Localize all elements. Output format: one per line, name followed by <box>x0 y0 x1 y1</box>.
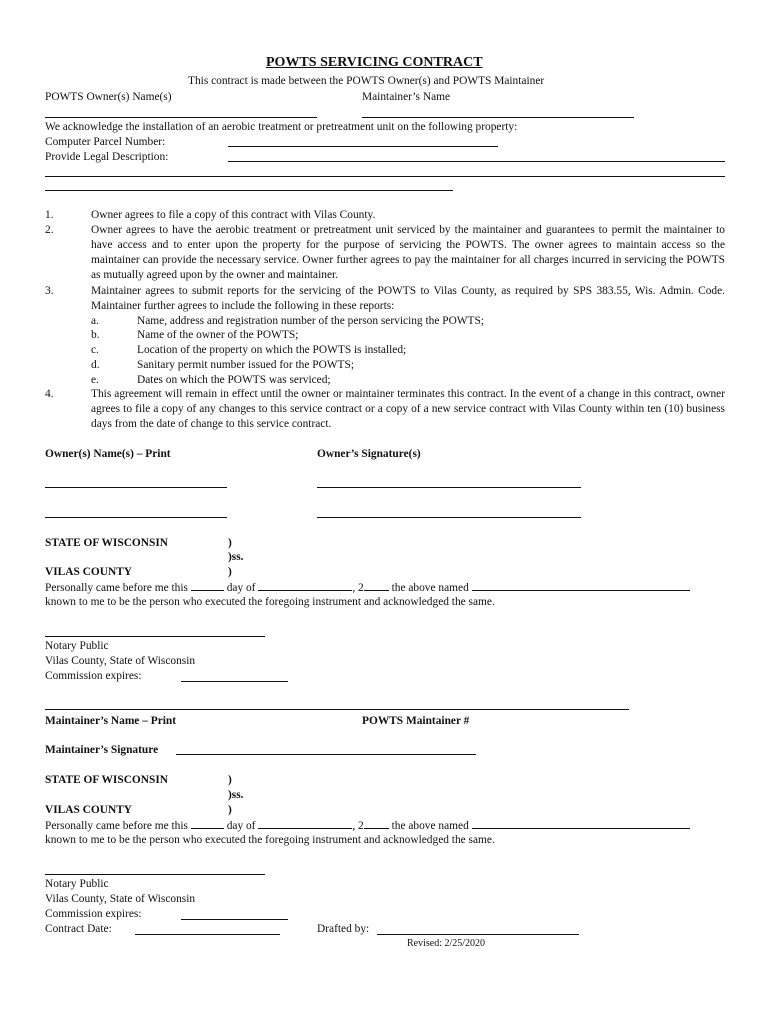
commission-label-2: Commission expires: <box>45 908 142 920</box>
pc-above-named-2: the above named <box>391 820 469 832</box>
owner-name-print-field-2[interactable] <box>45 517 227 518</box>
intro-text: This contract is made between the POWTS Owner(s) and POWTS Maintainer <box>188 75 545 87</box>
term-2: Owner agrees to have the aerobic treatment or pretreatment unit serviced by the maintainer and guarantees to permit the maintainer to have access and to enter upon the property for the purpose of servicing the POWTS. The owner agrees to maintain access so the maintainer can provide the necessary service. Owner further agrees to pay the maintainer for all charges incurred in servicing the POWTS as mutually agreed upon by the owner and maintainer. <box>91 224 725 281</box>
pc-text-1: Personally came before me this <box>45 582 188 594</box>
term-number-1: 1. <box>45 209 54 221</box>
state-label-2: STATE OF WISCONSIN <box>45 774 169 786</box>
page-title: POWTS SERVICING CONTRACT <box>266 55 483 70</box>
sub-item-a: Name, address and registration number of the person servicing the POWTS; <box>137 315 485 327</box>
owner-name-field[interactable] <box>45 117 317 118</box>
sub-item-d: Sanitary permit number issued for the POWTS; <box>137 359 355 371</box>
sub-letter-a: a. <box>91 315 99 327</box>
term-1: Owner agrees to file a copy of this contract with Vilas County. <box>91 209 376 221</box>
pc-text-2: Personally came before me this <box>45 820 188 832</box>
maintainer-signature-field[interactable] <box>176 754 476 755</box>
sub-letter-d: d. <box>91 359 100 371</box>
pc-year-prefix-1: , 2 <box>352 582 364 594</box>
maintainer-number-label: POWTS Maintainer # <box>362 715 470 727</box>
county-state-label-2: Vilas County, State of Wisconsin <box>45 893 196 905</box>
owner-signature-label: Owner’s Signature(s) <box>317 448 421 460</box>
year-field-2[interactable] <box>364 818 389 829</box>
owner-signature-field-1[interactable] <box>317 487 581 488</box>
county-label-2: VILAS COUNTY <box>45 804 133 816</box>
ss-label-2: )ss. <box>228 789 244 801</box>
revised-date: Revised: 2/25/2020 <box>407 938 486 949</box>
ss-label-1: )ss. <box>228 551 244 563</box>
term-number-3: 3. <box>45 285 54 297</box>
maintainer-name-field[interactable] <box>362 117 634 118</box>
commission-expires-field-1[interactable] <box>181 681 288 682</box>
term-number-2: 2. <box>45 224 54 236</box>
sub-item-c: Location of the property on which the POWTS is installed; <box>137 344 407 356</box>
paren-1b: ) <box>228 566 232 578</box>
day-field-1[interactable] <box>191 580 224 591</box>
pc-dayof-1: day of <box>226 582 256 594</box>
notary-public-label-2: Notary Public <box>45 878 109 890</box>
contract-date-field[interactable] <box>135 934 280 935</box>
pc-above-named-1: the above named <box>391 582 469 594</box>
pc-dayof-2: day of <box>226 820 256 832</box>
above-named-field-2[interactable] <box>472 818 690 829</box>
month-field-1[interactable] <box>258 580 352 591</box>
notary-signature-field-2[interactable] <box>45 874 265 875</box>
parcel-number-label: Computer Parcel Number: <box>45 136 166 148</box>
legal-description-line-3[interactable] <box>45 190 453 191</box>
above-named-field-1[interactable] <box>472 580 690 591</box>
paren-2b: ) <box>228 804 232 816</box>
legal-description-line-2[interactable] <box>45 176 725 177</box>
owner-signature-field-2[interactable] <box>317 517 581 518</box>
owner-name-print-field-1[interactable] <box>45 487 227 488</box>
drafted-by-field[interactable] <box>377 934 579 935</box>
personally-came-line-2 <box>45 818 690 833</box>
county-label-1: VILAS COUNTY <box>45 566 133 578</box>
year-field-1[interactable] <box>364 580 389 591</box>
month-field-2[interactable] <box>258 818 352 829</box>
contract-date-label: Contract Date: <box>45 923 112 935</box>
maintainer-name-label: Maintainer’s Name <box>362 91 451 103</box>
notary-public-label-1: Notary Public <box>45 640 109 652</box>
term-3: Maintainer agrees to submit reports for the servicing of the POWTS to Vilas County, as required by SPS 383.55, Wis. Admin. Code. Maintainer further agrees to include the following in these reports: <box>91 285 725 312</box>
day-field-2[interactable] <box>191 818 224 829</box>
legal-description-label: Provide Legal Description: <box>45 151 169 163</box>
county-state-label-1: Vilas County, State of Wisconsin <box>45 655 196 667</box>
commission-label-1: Commission expires: <box>45 670 142 682</box>
maintainer-signature-label: Maintainer’s Signature <box>45 744 159 756</box>
sub-item-e: Dates on which the POWTS was serviced; <box>137 374 331 386</box>
commission-expires-field-2[interactable] <box>181 919 288 920</box>
owner-name-print-label: Owner(s) Name(s) – Print <box>45 448 171 460</box>
pc-year-prefix-2: , 2 <box>352 820 364 832</box>
state-label-1: STATE OF WISCONSIN <box>45 537 169 549</box>
term-number-4: 4. <box>45 388 54 400</box>
sub-letter-b: b. <box>91 329 100 341</box>
personally-came-line-1 <box>45 580 690 595</box>
parcel-number-field[interactable] <box>228 146 498 147</box>
sub-letter-c: c. <box>91 344 99 356</box>
known-text-1: known to me to be the person who executed the foregoing instrument and acknowledged the same. <box>45 596 495 608</box>
known-text-2: known to me to be the person who executed the foregoing instrument and acknowledged the same. <box>45 834 495 846</box>
notary-signature-field-1[interactable] <box>45 636 265 637</box>
owner-name-label: POWTS Owner(s) Name(s) <box>45 91 172 103</box>
maintainer-name-line[interactable] <box>45 709 629 710</box>
acknowledge-text: We acknowledge the installation of an aerobic treatment or pretreatment unit on the following property: <box>45 121 518 133</box>
paren-2a: ) <box>228 774 232 786</box>
term-4: This agreement will remain in effect until the owner or maintainer terminates this contract. In the event of a change in this contract, owner agrees to file a copy of any changes to this service contract or a copy of a new service contract with Vilas County within ten (10) business days from the date of change to this service contract. <box>91 388 725 430</box>
sub-letter-e: e. <box>91 374 99 386</box>
paren-1a: ) <box>228 537 232 549</box>
legal-description-field[interactable] <box>228 161 725 162</box>
sub-item-b: Name of the owner of the POWTS; <box>137 329 299 341</box>
drafted-by-label: Drafted by: <box>317 923 370 935</box>
maintainer-name-print-label: Maintainer’s Name – Print <box>45 715 177 727</box>
